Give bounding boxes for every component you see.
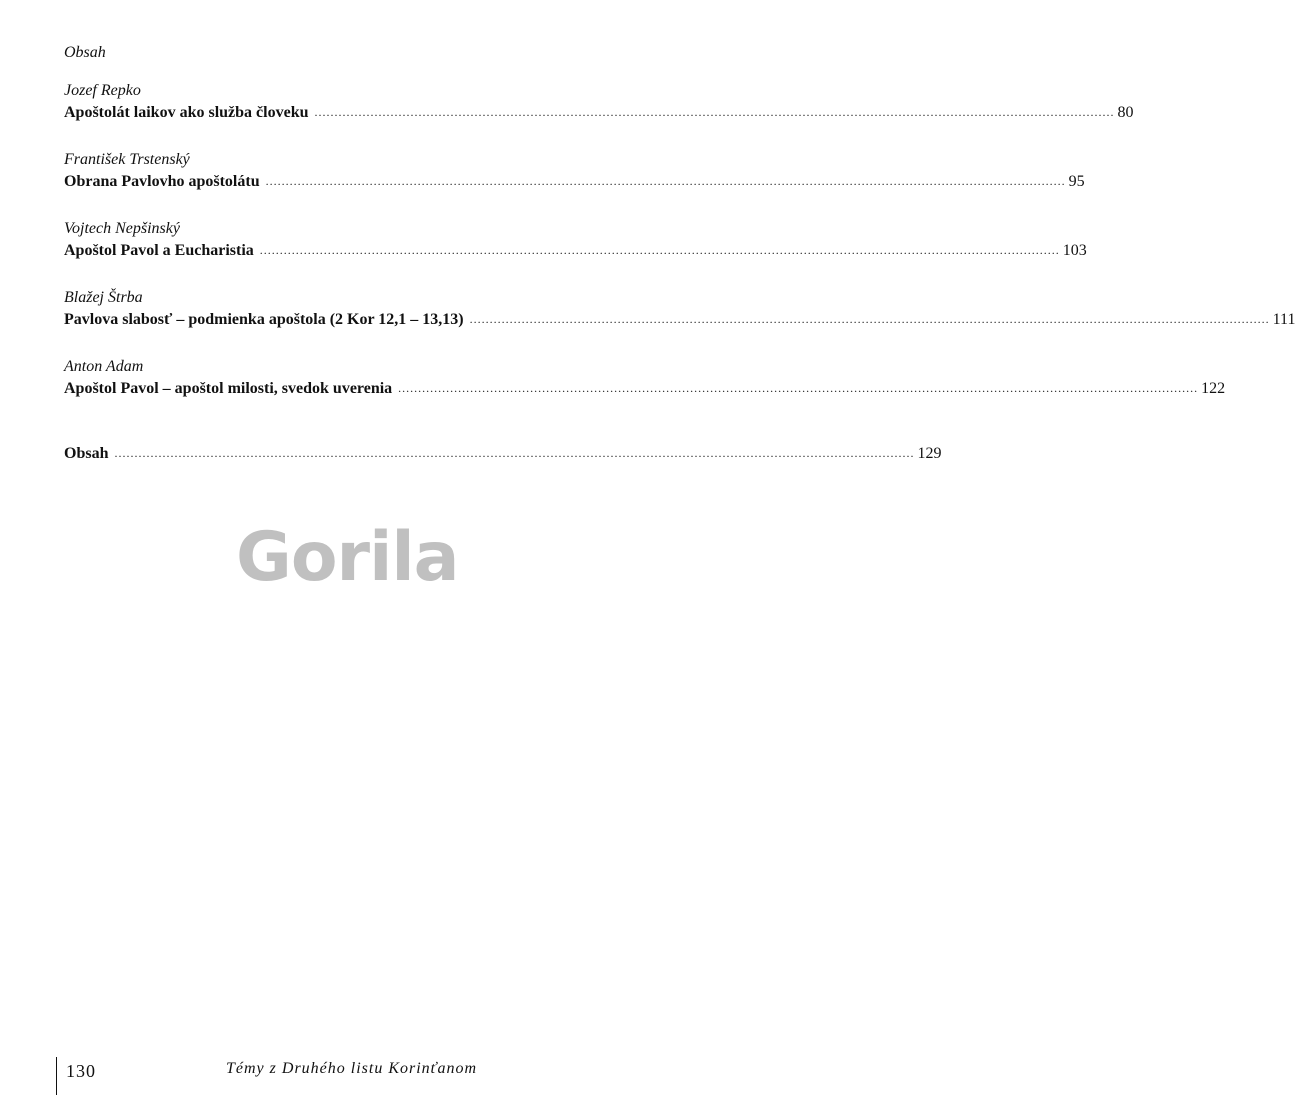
toc-entry-page: 103 xyxy=(1062,242,1087,259)
table-of-contents xyxy=(64,80,1295,465)
dot-leader: ........................................................................................................................................................................................................ xyxy=(398,381,1199,395)
toc-entry-author: Jozef Repko xyxy=(64,82,141,99)
toc-entry-page: 122 xyxy=(1201,380,1226,397)
footer-page-number: 130 xyxy=(66,1061,96,1081)
toc-entry-title: Obrana Pavlovho apoštolátu xyxy=(64,173,260,190)
toc-entry xyxy=(64,149,1085,193)
toc-entry-line xyxy=(64,102,1134,124)
toc-entry xyxy=(64,80,1134,124)
toc-entry-line xyxy=(64,378,1226,400)
dot-leader: ........................................................................................................................................................................................................ xyxy=(259,243,1060,257)
toc-entry-author: Anton Adam xyxy=(64,358,144,375)
toc-contents-title: Obsah xyxy=(64,445,109,462)
footer-book-title: Témy z Druhého listu Korinťanom xyxy=(226,1060,478,1077)
toc-entry xyxy=(64,218,1087,262)
toc-entry-line xyxy=(64,309,1295,331)
toc-entry-title: Apoštol Pavol – apoštol milosti, svedok uverenia xyxy=(64,380,393,397)
dot-leader: ........................................................................................................................................................................................................ xyxy=(265,174,1066,188)
toc-entry-line xyxy=(64,171,1085,193)
toc-contents-page: 129 xyxy=(917,445,942,462)
toc-entry xyxy=(64,287,1295,331)
toc-entry-page: 80 xyxy=(1117,104,1134,121)
toc-entry-page: 111 xyxy=(1272,311,1295,328)
toc-entry-title: Apoštolát laikov ako služba človeku xyxy=(64,104,309,121)
toc-entry-title: Apoštol Pavol a Eucharistia xyxy=(64,242,254,259)
running-section-label: Obsah xyxy=(64,44,106,61)
toc-entry xyxy=(64,356,1226,400)
dot-leader: ........................................................................................................................................................................................................ xyxy=(314,105,1115,119)
page-footer xyxy=(56,1057,656,1095)
footer-vertical-rule xyxy=(56,1057,57,1095)
toc-entry-author: Blažej Štrba xyxy=(64,289,143,306)
toc-entry-author: František Trstenský xyxy=(64,151,190,168)
toc-entry-page: 95 xyxy=(1068,173,1085,190)
dot-leader: ........................................................................................................................................................................................................ xyxy=(114,446,915,460)
toc-entry-line xyxy=(64,240,1087,262)
toc-entry-title: Pavlova slabosť – podmienka apoštola (2 Kor 12,1 – 13,13) xyxy=(64,311,464,328)
toc-entry-author: Vojtech Nepšinský xyxy=(64,220,180,237)
dot-leader: ........................................................................................................................................................................................................ xyxy=(469,312,1270,326)
gorila-watermark: Gorila xyxy=(236,518,459,597)
toc-contents-line xyxy=(64,443,942,465)
